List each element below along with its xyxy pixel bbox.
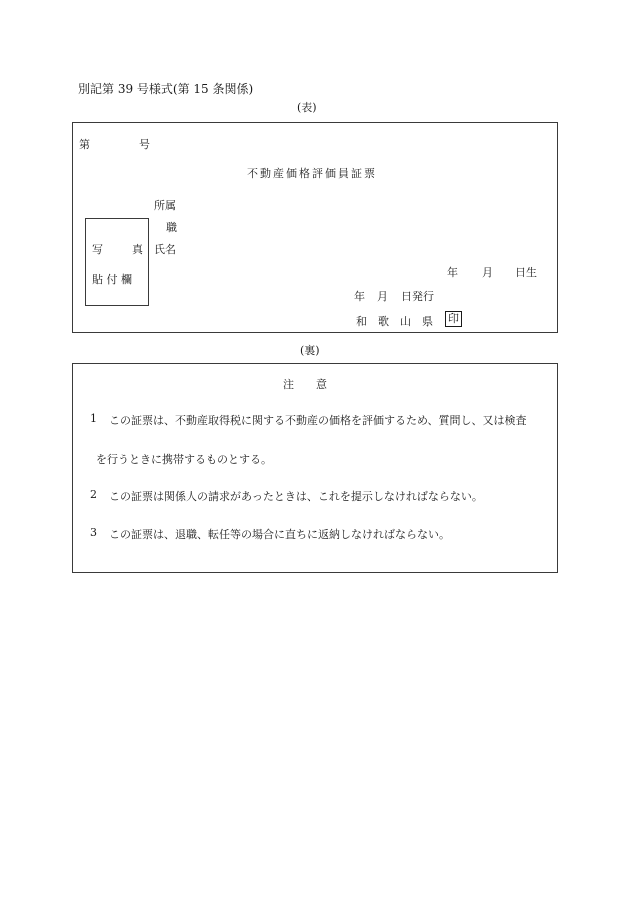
birth-month: 月 [482, 266, 493, 279]
issue-day: 日発行 [401, 290, 434, 303]
issue-month: 月 [377, 290, 388, 303]
note-3-num: 3 [90, 526, 97, 539]
note-1-cont: を行うときに携帯するものとする。 [96, 453, 272, 466]
position-label: 職 [166, 221, 177, 234]
affiliation-label: 所属 [154, 199, 176, 212]
front-side-label: (表) [297, 101, 317, 114]
issuer: 和 歌 山 県 [356, 315, 433, 328]
back-side-label: (裏) [300, 344, 320, 357]
issue-year: 年 [354, 290, 365, 303]
form-number: 別記第 39 号様式(第 15 条関係) [78, 82, 254, 96]
note-3-text: この証票は、退職、転任等の場合に直ちに返納しなければならない。 [109, 528, 450, 541]
birth-year: 年 [447, 266, 458, 279]
card-title: 不動産価格評価員証票 [247, 167, 377, 180]
number-prefix: 第 [79, 138, 90, 151]
photo-label-1b: 真 [132, 243, 143, 256]
photo-label-2: 貼 付 欄 [92, 273, 132, 286]
photo-label-1a: 写 [92, 243, 103, 256]
note-2-num: 2 [90, 488, 97, 501]
photo-box [85, 218, 149, 306]
birth-day: 日生 [515, 266, 537, 279]
notes-heading: 注 意 [283, 378, 327, 391]
note-2-text: この証票は関係人の請求があったときは、これを提示しなければならない。 [109, 490, 483, 503]
number-suffix: 号 [139, 138, 150, 151]
note-1-text: この証票は、不動産取得税に関する不動産の価格を評価するため、質問し、又は検査 [109, 414, 527, 427]
note-1-num: 1 [90, 412, 97, 425]
name-label: 氏名 [154, 243, 176, 256]
seal-mark: 印 [445, 311, 462, 327]
